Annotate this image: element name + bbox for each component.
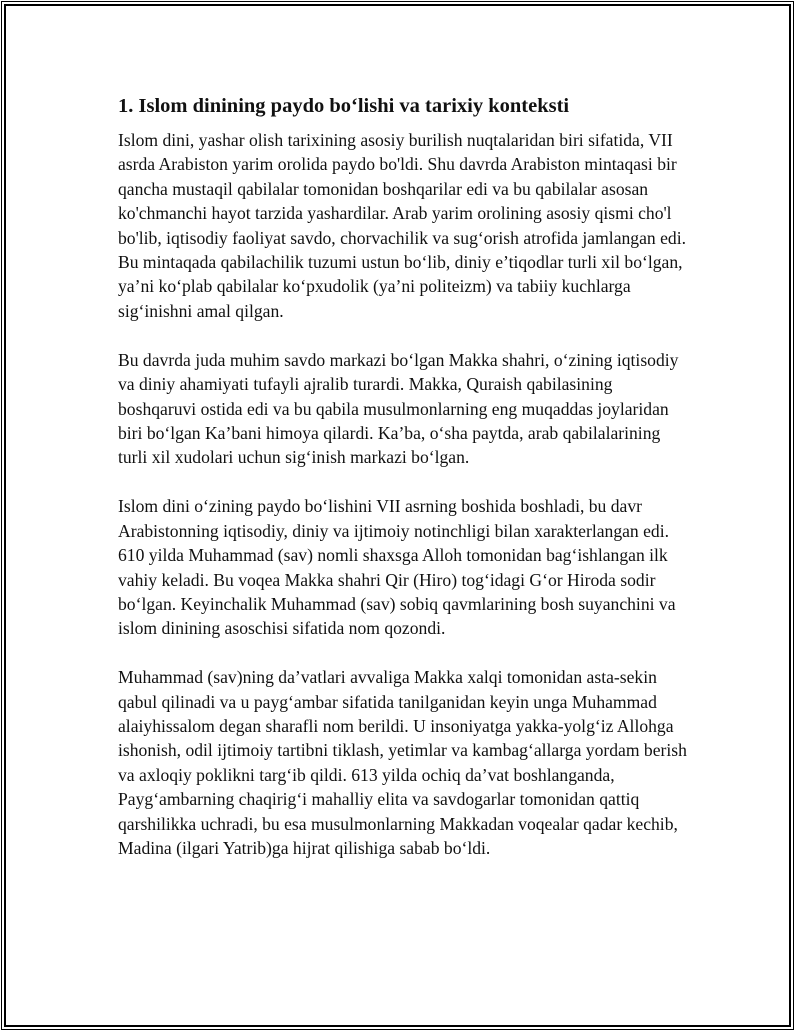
section-heading: 1. Islom dinining paydo bo‘lishi va tarixiy konteksti xyxy=(118,95,570,117)
paragraph-1: Islom dini, yashar olish tarixining asosiy burilish nuqtalaridan biri sifatida, VII asrda Arabiston yarim orolida paydo bo'ldi. Shu davrda Arabiston mintaqasi bir qancha mustaqil qabilalar tomonidan boshqarilar edi va bu qabilalar asosan ko'chmanchi hayot tarzida yashardilar. Arab yarim orolining asosiy qismi cho'l bo'lib, iqtisodiy faoliyat savdo, chorvachilik va sug‘orish atrofida jamlangan edi. Bu mintaqada qabilachilik tuzumi ustun bo‘lib, diniy e’tiqodlar turli xil bo‘lgan, ya’ni ko‘plab qabilalar ko‘pxudolik (ya’ni politeizm) va tabiiy kuchlarga sig‘inishni amal qilgan. xyxy=(118,130,686,321)
document-body xyxy=(118,92,688,885)
paragraph-3: Islom dini o‘zining paydo bo‘lishini VII asrning boshida boshladi, bu davr Arabistonning iqtisodiy, diniy va ijtimoiy notinchligi bilan xarakterlangan edi. 610 yilda Muhammad (sav) nomli shaxsga Alloh tomonidan bag‘ishlangan ilk vahiy keladi. Bu voqea Makka shahri Qir (Hiro) tog‘idagi G‘or Hiroda sodir bo‘lgan. Keyinchalik Muhammad (sav) sobiq qavmlarining bosh suyanchini va islom dinining asoschisi sifatida nom qozondi. xyxy=(118,496,676,639)
paragraph-4: Muhammad (sav)ning da’vatlari avvaliga Makka xalqi tomonidan asta-sekin qabul qilinadi va u payg‘ambar sifatida tanilganidan keyin unga Muhammad alaiyhissalom degan sharafli nom berildi. U insoniyatga yakka-yolg‘iz Allohga ishonish, odil ijtimoiy tartibni tiklash, yetimlar va kambag‘allarga yordam berish va axloqiy poklikni targ‘ib qildi. 613 yilda ochiq da’vat boshlanganda, Payg‘ambarning chaqirig‘i mahalliy elita va savdogarlar tomonidan qattiq qarshilikka uchradi, bu esa musulmonlarning Makkadan voqealar qadar kechib, Madina (ilgari Yatrib)ga hijrat qilishiga sabab bo‘ldi. xyxy=(118,667,687,859)
paragraph-2: Bu davrda juda muhim savdo markazi bo‘lgan Makka shahri, o‘zining iqtisodiy va diniy ahamiyati tufayli ajralib turardi. Makka, Quraish qabilasining boshqaruvi ostida edi va bu qabila musulmonlarning eng muqaddas joylaridan biri bo‘lgan Ka’bani himoya qilardi. Ka’ba, o‘sha paytda, arab qabilalarining turli xil xudolari uchun sig‘inish markazi bo‘lgan. xyxy=(118,349,679,468)
